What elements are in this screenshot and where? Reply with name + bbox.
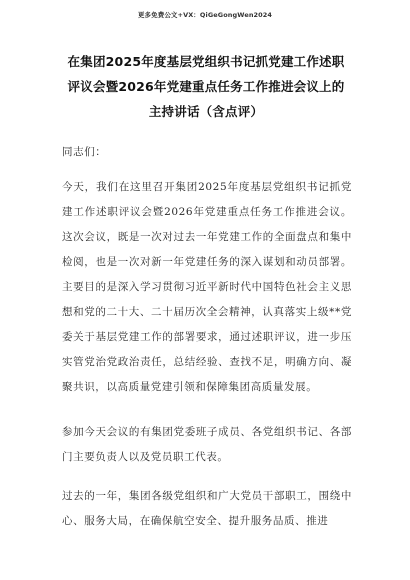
header-note: 更多免费公文+VX：QiGeGongWen2024 [137,11,273,19]
paragraph-attendees: 参加今天会议的有集团党委班子成员、各党组织书记、各部门主要负责人以及党员职工代表。 [62,426,352,463]
paragraph-review: 过去的一年，集团各级党组织和广大党员干部职工，围绕中心、服务大局，在确保航空安全、提升服务品质、推进 [62,490,352,527]
salutation: 同志们： [62,146,107,158]
document-title: 在集团2025年度基层党组织书记抓党建工作述职评议会暨2026年党建重点任务工作推进会议上的主持讲话（含点评） [67,54,345,119]
paragraph-opening: 今天，我们在这里召开集团2025年度基层党组织书记抓党建工作述职评议会暨2026年党建重点任务工作推进会议。这次会议，既是一次对过去一年党建工作的全面盘点和集中检阅，也是一次对新一年党建任务的深入谋划和动员部署。主要目的是深入学习贯彻习近平新时代中国特色社会主义思想和党的二十大、二十届历次全会精神，认真落实上级**党委关于基层党建工作的部署要求，通过述职评议，进一步压实管党治党政治责任，总结经验、查找不足，明确方向、凝聚共识，以高质量党建引领和保障集团高质量发展。 [62,181,352,393]
